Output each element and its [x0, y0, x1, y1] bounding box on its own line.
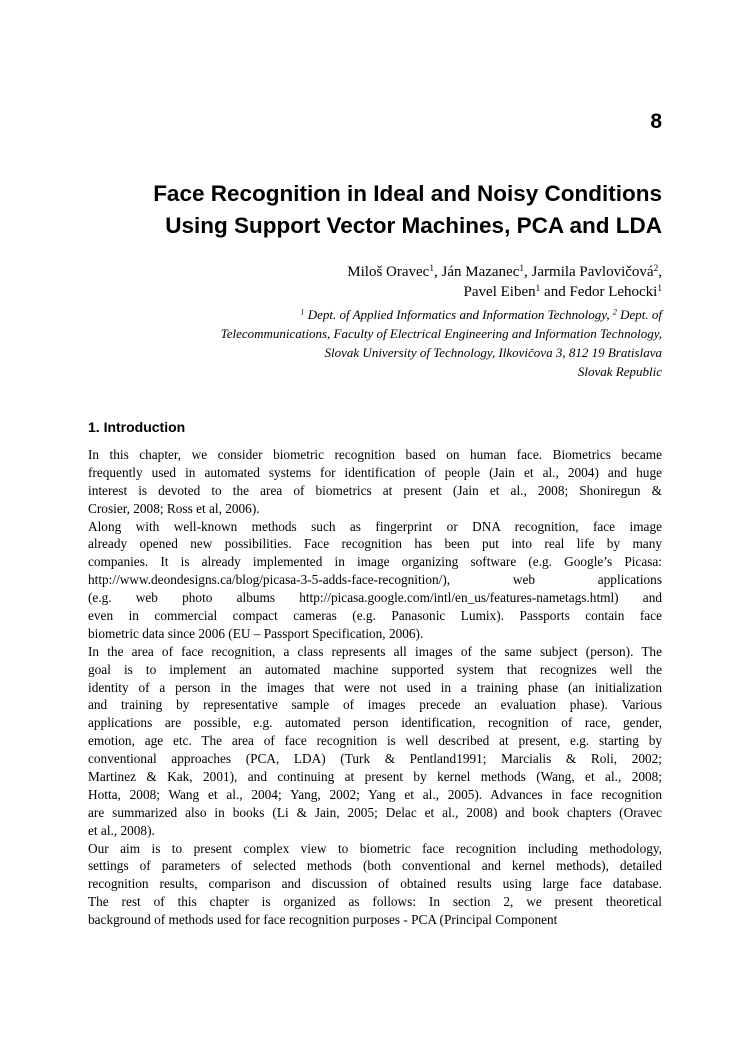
body-line: identity of a person in the images that were not used in a training phase (an initialization [88, 679, 662, 695]
body-line: biometric data since 2006 (EU – Passport Specification, 2006). [88, 625, 424, 641]
author-affiliation-mark: 1 [657, 283, 662, 294]
author-separator: , [434, 264, 442, 280]
author-name: Pavel Eiben [463, 284, 536, 300]
body-line: In the area of face recognition, a class represents all images of the same subject (person). The [88, 643, 662, 659]
affiliation-line [60, 305, 662, 324]
body-line: and training by representative sample of images precede an evaluation phase). Various [88, 697, 662, 713]
body-line: Crosier, 2008; Ross et al, 2006). [88, 500, 260, 516]
chapter-title [70, 178, 662, 242]
affiliation-mark: 2 [612, 307, 617, 317]
body-line: Martinez & Kak, 2001), and continuing at present by kernel methods (Wang, et al., 2008; [88, 769, 662, 785]
author-affiliation-mark: 1 [535, 283, 541, 294]
title-line: Face Recognition in Ideal and Noisy Conditions [153, 181, 662, 206]
body-line: Our aim is to present complex view to biometric face recognition including methodology, [88, 840, 662, 856]
body-line: are summarized also in books (Li & Jain, 2005; Delac et al., 2008) and book chapters (Oravec [88, 804, 662, 820]
body-line: frequently used in automated systems for identification of people (Jain et al., 2004) and huge [88, 464, 662, 480]
affiliation-text: Dept. of Applied Informatics and Information Technology, [304, 307, 613, 322]
author-affiliation-mark: 2 [653, 263, 659, 274]
body-line: already opened new possibilities. Face recognition has been put into real life by many [88, 536, 662, 552]
author-name: Ján Mazanec [441, 264, 520, 280]
author-name: Miloš Oravec [347, 264, 430, 280]
body-line: (e.g. web photo albums http://picasa.google.com/intl/en_us/features-nametags.html) and [88, 590, 662, 606]
affiliation-line: Telecommunications, Faculty of Electrical Engineering and Information Technology, [220, 326, 662, 341]
author-affiliation-mark: 1 [429, 263, 434, 274]
affiliation-line: Slovak University of Technology, Ilkovičova 3, 812 19 Bratislava [324, 345, 662, 360]
body-line: conventional approaches (PCA, LDA) (Turk & Pentland1991; Marcialis & Roli, 2002; [88, 751, 662, 767]
body-text [88, 446, 662, 929]
authors-line [80, 262, 662, 282]
affiliation-text: Dept. of [616, 307, 662, 322]
body-line: goal is to implement an automated machine supported system that recognizes well the [88, 661, 662, 677]
body-line: background of methods used for face recognition purposes - PCA (Principal Component [88, 912, 558, 928]
body-line: Along with well-known methods such as fingerprint or DNA recognition, face image [88, 518, 662, 534]
author-name: Fedor Lehocki [569, 284, 658, 300]
authors-line [80, 282, 662, 302]
body-line: settings of parameters of selected methods (both conventional and kernel methods), detailed [88, 858, 662, 874]
author-separator: , [524, 264, 532, 280]
body-line: et al., 2008). [88, 822, 155, 838]
affiliation-line: Slovak Republic [577, 364, 662, 379]
body-line: Hotta, 2008; Wang et al., 2004; Yang, 2002; Yang et al., 2005). Advances in face recognition [88, 786, 662, 802]
body-line: emotion, age etc. The area of face recognition is well described at present, e.g. starting by [88, 733, 662, 749]
body-line: In this chapter, we consider biometric recognition based on human face. Biometrics became [88, 447, 662, 462]
author-separator: and [540, 284, 570, 300]
author-separator: , [658, 264, 662, 280]
body-line: even in commercial compact cameras (e.g. Panasonic Lumix). Passports contain face [88, 608, 662, 624]
chapter-number: 8 [650, 110, 662, 133]
body-line: The rest of this chapter is organized as follows: In section 2, we present theoretical [88, 894, 662, 910]
affiliation-mark: 1 [300, 307, 305, 317]
section-heading: 1. Introduction [88, 419, 186, 435]
authors-block [80, 262, 662, 302]
body-line: http://www.deondesigns.ca/blog/picasa-3-5-adds-face-recognition/), web applications [88, 572, 662, 588]
affiliations-block [60, 305, 662, 381]
body-line: interest is devoted to the area of biometrics at present (Jain et al., 2008; Shoniregun & [88, 482, 662, 498]
author-affiliation-mark: 1 [519, 263, 525, 274]
body-line: applications are possible, e.g. automated person identification, recognition of race, gender, [88, 715, 662, 731]
title-line: Using Support Vector Machines, PCA and LDA [165, 213, 662, 238]
body-line: companies. It is already implemented in image organizing software (e.g. Google’s Picasa: [88, 554, 662, 570]
author-name: Jarmila Pavlovičová [531, 264, 654, 280]
body-line: recognition results, comparison and discussion of obtained results using large face database. [88, 876, 662, 892]
